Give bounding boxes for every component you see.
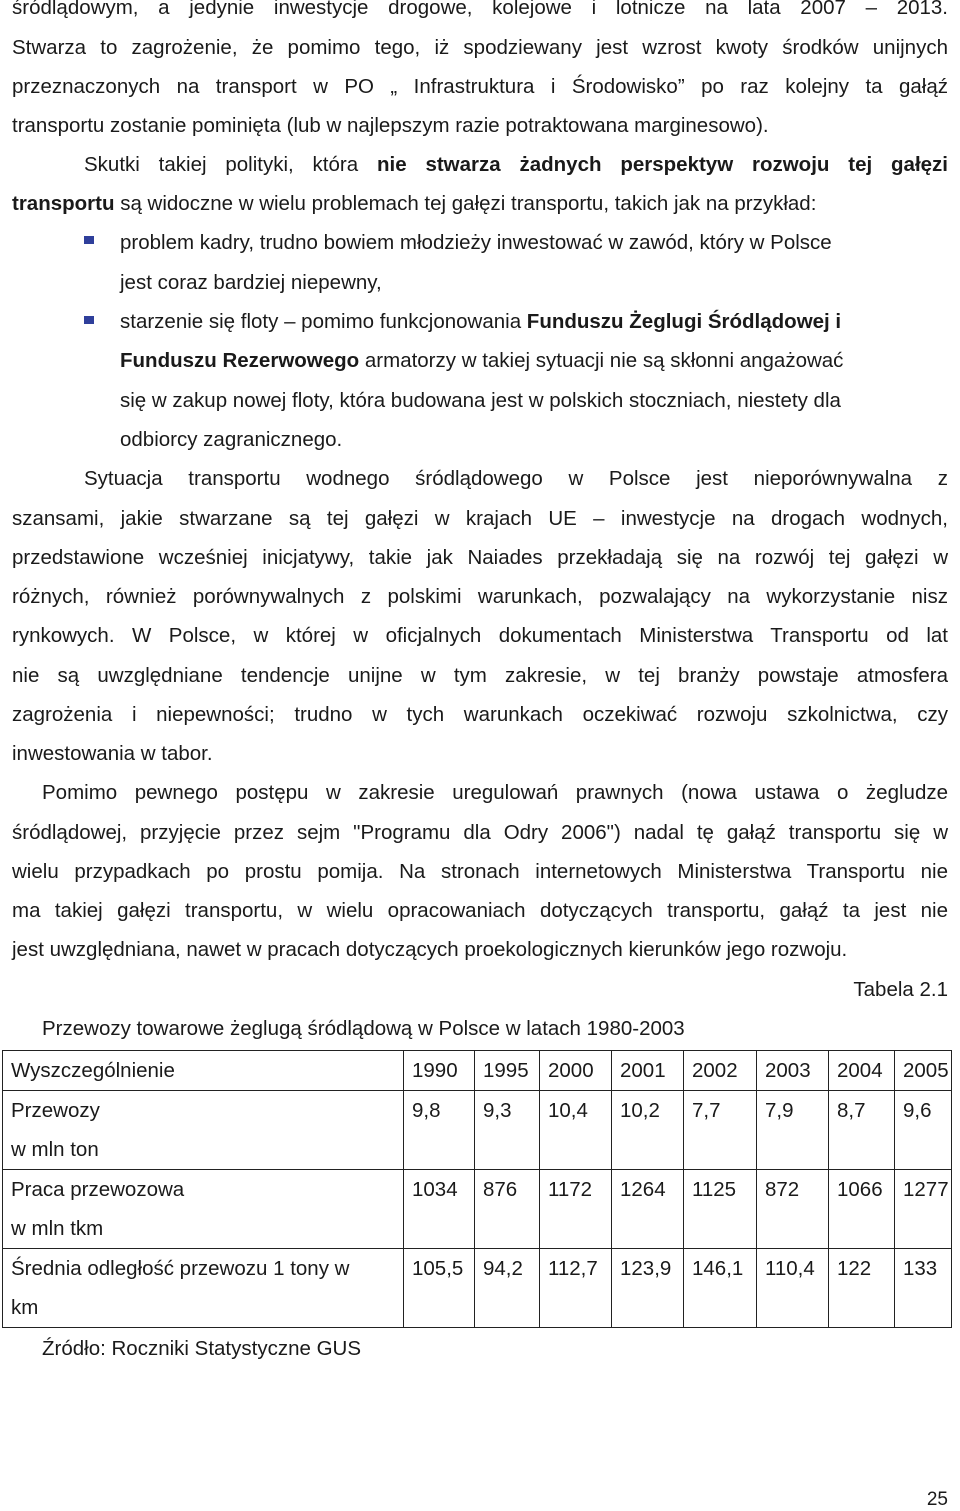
table-cell: 10,2 bbox=[612, 1091, 684, 1170]
text-span: starzenie się floty – pomimo funkcjonowania bbox=[120, 310, 527, 333]
table-cell: 146,1 bbox=[684, 1249, 757, 1328]
table-header-cell: Wyszczególnienie bbox=[3, 1051, 404, 1091]
text-span: są widoczne w wielu problemach tej gałęzi transportu, takich jak na przykład: bbox=[114, 192, 817, 215]
page-number: 25 bbox=[926, 1489, 948, 1510]
table-cell: 9,3 bbox=[475, 1091, 540, 1170]
text-span: armatorzy w takiej sytuacji nie są skłonni angażować bbox=[359, 349, 844, 372]
table-cell: 9,6 bbox=[895, 1091, 952, 1170]
row-label: Przewozy w mln ton bbox=[3, 1091, 404, 1170]
paragraph-line bbox=[12, 192, 816, 216]
table-header-cell: 2002 bbox=[684, 1051, 757, 1091]
table-cell: 7,7 bbox=[684, 1091, 757, 1170]
text-line: jest uwzględniana, nawet w pracach dotyczących proekologicznych kierunków jego rozwoju. bbox=[12, 938, 848, 961]
table-cell: 112,7 bbox=[540, 1249, 612, 1328]
table-source: Źródło: Roczniki Statystyczne GUS bbox=[42, 1337, 361, 1360]
table-cell: 123,9 bbox=[612, 1249, 684, 1328]
bold-text: transportu bbox=[12, 192, 115, 215]
text-line: transportu zostanie pominięta (lub w najlepszym razie potraktowana marginesowo). bbox=[12, 114, 769, 137]
text-span: Skutki takiej polityki, która bbox=[84, 153, 377, 176]
row-label: Praca przewozowa w mln tkm bbox=[3, 1170, 404, 1249]
table-header-cell: 2004 bbox=[829, 1051, 895, 1091]
row-label: Średnia odległość przewozu 1 tony w km bbox=[3, 1249, 404, 1328]
table-cell: 1034 bbox=[404, 1170, 475, 1249]
text-line: Sytuacja transportu wodnego śródlądowego w Polsce jest nieporównywalna z bbox=[84, 467, 948, 490]
table-header-cell: 1990 bbox=[404, 1051, 475, 1091]
bullet-icon bbox=[84, 236, 96, 246]
table-cell: 1264 bbox=[612, 1170, 684, 1249]
table-cell: 8,7 bbox=[829, 1091, 895, 1170]
table-cell: 7,9 bbox=[757, 1091, 829, 1170]
table-cell: 1066 bbox=[829, 1170, 895, 1249]
bold-text: nie stwarza żadnych perspektyw rozwoju tej gałęzi bbox=[376, 153, 948, 176]
text-line: śródlądowej, przyjęcie przez sejm "Programu dla Odry 2006") nadal tę gałąź transportu się w bbox=[12, 821, 948, 844]
table-row bbox=[3, 1170, 952, 1249]
text-line: inwestowania w tabor. bbox=[12, 742, 213, 765]
data-table bbox=[2, 1050, 952, 1328]
table-cell: 133 bbox=[895, 1249, 952, 1328]
text-line: przeznaczonych na transport w PO „ Infrastruktura i Środowisko” po raz kolejny ta gałąź bbox=[12, 75, 948, 98]
table-label: Tabela 2.1 bbox=[853, 978, 948, 1001]
text-line: wielu przypadkach po prostu pomija. Na stronach internetowych Ministerstwa Transportu nie bbox=[12, 860, 948, 883]
text-line: różnych, również porównywalnych z polskimi warunkach, pozwalający na wykorzystanie nisz bbox=[12, 585, 948, 608]
table-cell: 872 bbox=[757, 1170, 829, 1249]
bullet-line: jest coraz bardziej niepewny, bbox=[120, 271, 382, 294]
table-cell: 876 bbox=[475, 1170, 540, 1249]
table-cell: 94,2 bbox=[475, 1249, 540, 1328]
table-header-cell: 1995 bbox=[475, 1051, 540, 1091]
text-line: szansami, jakie stwarzane są tej gałęzi w krajach UE – inwestycje na drogach wodnych, bbox=[12, 507, 948, 530]
bullet-line bbox=[120, 349, 843, 373]
bold-text: Funduszu Rezerwowego bbox=[120, 349, 360, 372]
bullet-line: problem kadry, trudno bowiem młodzieży inwestować w zawód, który w Polsce bbox=[120, 231, 832, 254]
text-line: rynkowych. W Polsce, w której w oficjalnych dokumentach Ministerstwa Transportu od lat bbox=[12, 624, 948, 647]
text-line: Pomimo pewnego postępu w zakresie uregulowań prawnych (nowa ustawa o żegludze bbox=[42, 781, 948, 804]
paragraph-line bbox=[84, 153, 948, 177]
text-line: ma takiej gałęzi transportu, w wielu opracowaniach dotyczących transportu, gałąź ta jest nie bbox=[12, 899, 948, 922]
table-cell: 122 bbox=[829, 1249, 895, 1328]
table-cell: 1277 bbox=[895, 1170, 952, 1249]
table-cell: 110,4 bbox=[757, 1249, 829, 1328]
table-cell: 10,4 bbox=[540, 1091, 612, 1170]
table-cell: 9,8 bbox=[404, 1091, 475, 1170]
table-header-row bbox=[3, 1051, 952, 1091]
text-line: przedstawione wcześniej inicjatywy, takie jak Naiades przekładają się na rozwój tej gałęzi w bbox=[12, 546, 948, 569]
text-line: zagrożenia i niepewności; trudno w tych warunkach oczekiwać rozwoju szkolnictwa, czy bbox=[12, 703, 948, 726]
bullet-line: odbiorcy zagranicznego. bbox=[120, 428, 343, 451]
table-cell: 1125 bbox=[684, 1170, 757, 1249]
table-cell: 105,5 bbox=[404, 1249, 475, 1328]
table-row bbox=[3, 1249, 952, 1328]
bold-text: Funduszu Żeglugi Śródlądowej i bbox=[526, 310, 842, 333]
bullet-line bbox=[120, 310, 841, 334]
table-header-cell: 2005 bbox=[895, 1051, 952, 1091]
table-header-cell: 2001 bbox=[612, 1051, 684, 1091]
table-cell: 1172 bbox=[540, 1170, 612, 1249]
table-header-cell: 2000 bbox=[540, 1051, 612, 1091]
table-row bbox=[3, 1091, 952, 1170]
table-header-cell: 2003 bbox=[757, 1051, 829, 1091]
text-line: nie są uwzględniane tendencje unijne w tym zakresie, w tej branży powstaje atmosfera bbox=[12, 664, 948, 687]
text-line: Stwarza to zagrożenie, że pomimo tego, iż spodziewany jest wzrost kwoty środków unijnych bbox=[12, 36, 948, 59]
text-line: śródlądowym, a jedynie inwestycje drogowe, kolejowe i lotnicze na lata 2007 – 2013. bbox=[12, 0, 948, 19]
table-title: Przewozy towarowe żeglugą śródlądową w Polsce w latach 1980-2003 bbox=[42, 1017, 685, 1040]
bullet-icon bbox=[84, 316, 96, 326]
bullet-line: się w zakup nowej floty, która budowana jest w polskich stoczniach, niestety dla bbox=[120, 389, 841, 412]
